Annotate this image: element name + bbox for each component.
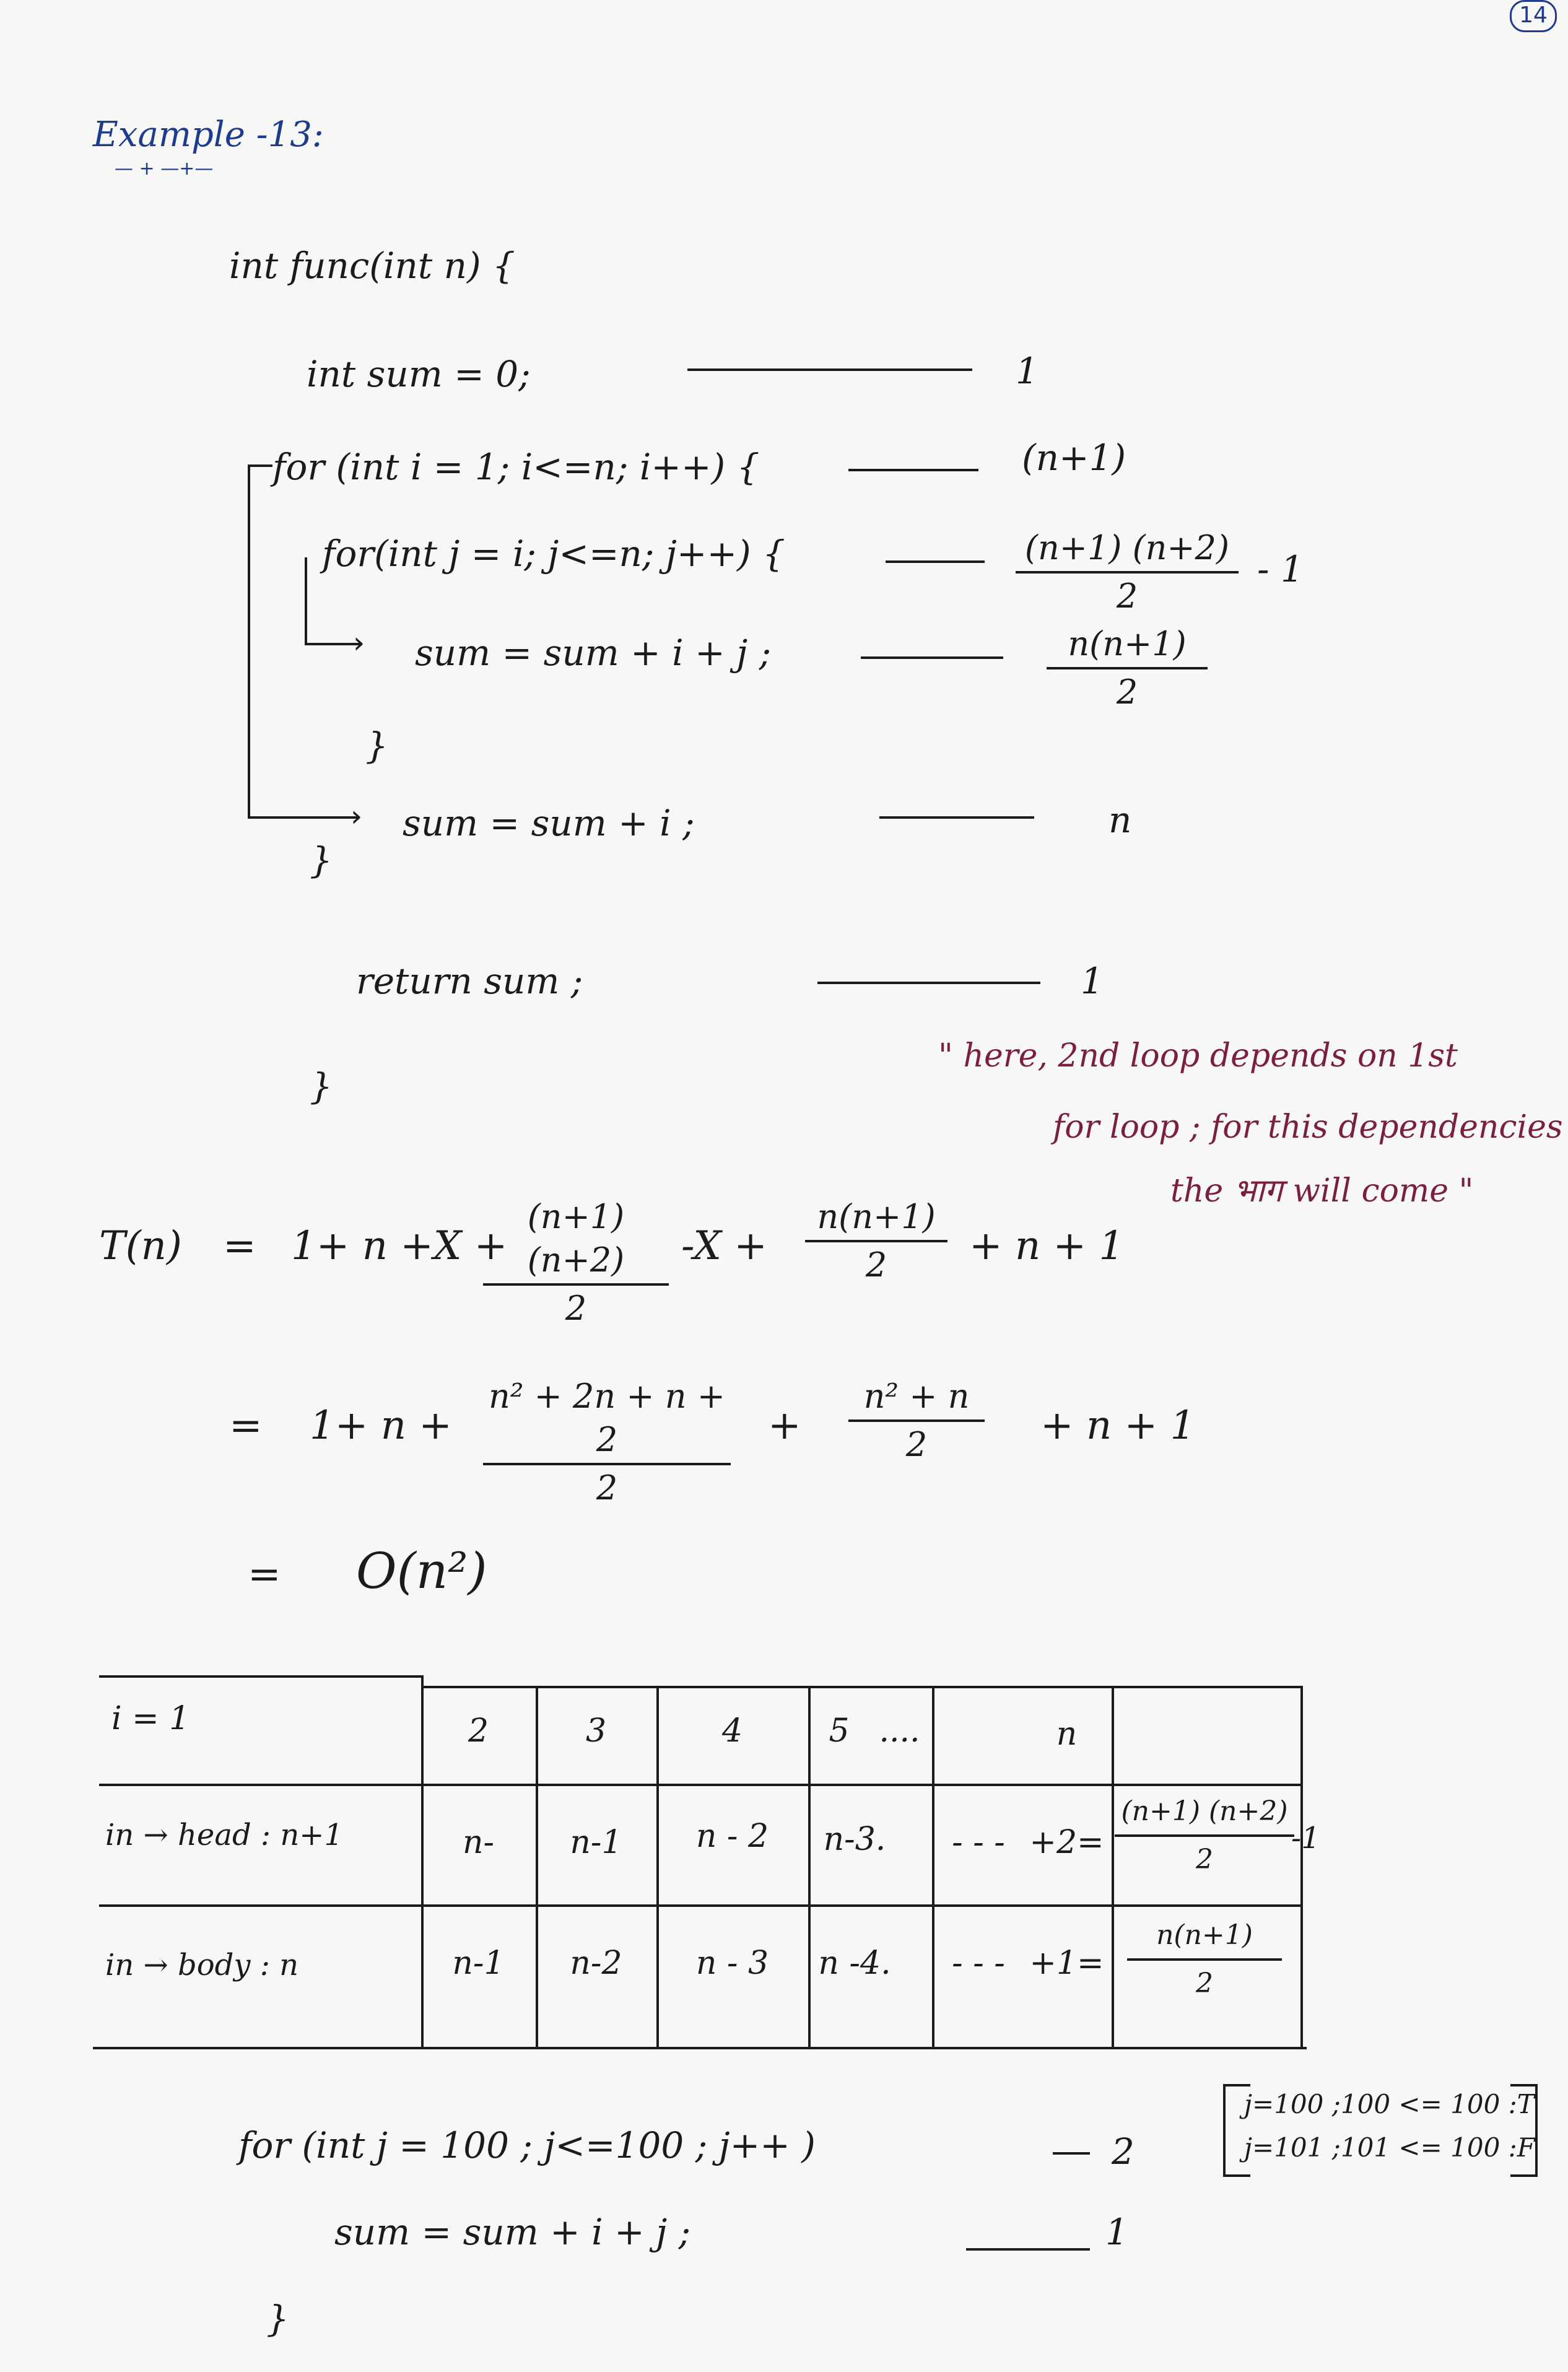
inner-loop-arrow [305,643,360,645]
equation-line2-fraction-2-num: n² + n [863,1377,970,1416]
table-bottom-border [93,2047,1307,2049]
equation-equals-3: = [248,1551,281,1597]
table-head-sum [1115,1790,1294,1881]
outer-loop-close-brace: } [310,839,333,881]
return-cost: 1 [1081,960,1104,1002]
outer-loop-bracket-top [248,464,272,467]
outer-loop-arrow [248,816,359,819]
decl-leader-line [687,368,972,371]
table-cell: +2= [1029,1824,1104,1861]
constant-body-leader-line [966,2248,1090,2251]
page-number: 14 [1510,0,1557,32]
table-top-border-right [421,1686,1300,1688]
table-row-divider-1 [99,1784,1300,1786]
equation-fraction-2 [805,1195,947,1287]
equation-line2-fraction-1 [483,1375,731,1510]
table-col-divider-7 [1300,1686,1303,2047]
equation-part-1: 1+ n +X + [291,1223,508,1269]
inner-for-cost-num: (n+1) (n+2) [1024,528,1230,567]
table-cell: n-1 [570,1824,622,1861]
table-cell: n - 2 [695,1818,769,1855]
table-head-sum-den: 2 [1196,1844,1213,1875]
table-cell: n-3. [823,1821,886,1858]
table-cell: n-2 [570,1945,622,1982]
equation-equals-2: = [229,1403,263,1449]
inner-for-loop: for(int j = i; j<=n; j++) { [322,533,786,575]
inner-body-statement: sum = sum + i + j ; [415,632,772,674]
inner-for-cost-suffix: - 1 [1257,548,1304,590]
table-body-sum-den: 2 [1196,1968,1213,1999]
equation-equals-1: = [223,1223,256,1269]
table-cell: 4 [721,1712,743,1750]
inner-body-leader-line [861,656,1003,659]
table-row-label: in → head : n+1 [105,1818,344,1852]
equation-part-2: -X + [681,1223,767,1269]
function-signature: int func(int n) { [229,245,515,287]
example-heading: Example -13: [93,115,324,155]
outer-loop-arrowhead: › [351,799,363,834]
return-statement: return sum ; [356,960,583,1002]
note-line-3: the भाग will come " [1170,1172,1474,1210]
table-head-sum-num: (n+1) (n+2) [1121,1795,1288,1827]
constant-for-loop: for (int j = 100 ; j<=100 ; j++ ) [238,2124,816,2166]
note-line-2: for loop ; for this dependencies [1053,1109,1563,1146]
table-cell: n - 3 [695,1945,769,1982]
table-cell: - - - [952,1824,1005,1861]
table-cell: 3 [585,1712,607,1750]
table-cell: n -4. [818,1945,891,1982]
equation-line2-fraction-1-den: 2 [596,1468,618,1507]
equation-fraction-1-den: 2 [565,1289,587,1328]
constant-loop-close-brace: } [266,2298,289,2340]
function-close-brace: } [310,1065,333,1107]
table-row-divider-2 [99,1904,1300,1907]
return-leader-line [817,982,1040,984]
equation-fraction-1 [483,1195,669,1330]
inner-for-cost [1016,526,1239,618]
table-head-suffix: -1 [1291,1821,1320,1855]
table-cell: n [1056,1716,1078,1753]
constant-loop-trace [1223,2084,1538,2177]
equation-line2-part-1: 1+ n + [310,1403,452,1449]
constant-loop-body: sum = sum + i + j ; [334,2211,691,2253]
decl-statement: int sum = 0; [307,353,531,395]
outer-for-cost: (n+1) [1022,437,1126,479]
equation-line2-fraction-2 [848,1375,985,1467]
outer-for-leader-line [848,469,978,471]
table-cell: +1= [1029,1945,1104,1982]
equation-fraction-2-num: n(n+1) [817,1197,936,1236]
inner-loop-arrowhead: › [353,626,365,660]
constant-body-cost: 1 [1105,2211,1128,2253]
table-body-sum [1127,1914,1282,2005]
equation-part-3: + n + 1 [969,1223,1125,1269]
equation-line2-fraction-1-num: n² + 2n + n + 2 [489,1377,725,1459]
decl-cost: 1 [1016,350,1039,392]
inner-loop-bracket [305,557,307,644]
constant-for-leader-line [1053,2152,1090,2155]
table-cell: 5 [829,1712,850,1750]
table-cell: - - - [952,1945,1005,1982]
inner-for-cost-den: 2 [1116,577,1138,616]
constant-for-cost: 2 [1112,2130,1135,2173]
table-top-border [99,1675,421,1678]
equation-fraction-1-num: (n+1) (n+2) [527,1197,625,1280]
table-row-label: i = 1 [111,1700,190,1737]
inner-body-cost [1047,622,1208,714]
equation-lhs: T(n) [99,1223,182,1269]
inner-body-cost-den: 2 [1116,673,1138,712]
note-line-1: " here, 2nd loop depends on 1st [938,1037,1458,1075]
inner-body-cost-num: n(n+1) [1068,624,1187,663]
heading-underline: — + —+— [115,158,214,180]
table-body-sum-num: n(n+1) [1156,1919,1253,1951]
outer-loop-bracket [248,464,250,818]
constant-loop-trace-false: j=101 ;101 <= 100 :F [1244,2132,1535,2163]
inner-for-leader-line [886,560,985,563]
table-cell: n- [462,1824,495,1861]
equation-line2-part-3: + n + 1 [1040,1403,1196,1449]
table-cell: .... [879,1712,920,1750]
outer-statement-leader-line [879,816,1034,819]
table-cell: 2 [468,1712,489,1750]
table-row-label: in → body : n [105,1948,299,1982]
outer-for-loop: for (int i = 1; i<=n; i++) { [272,446,760,488]
outer-statement-cost: n [1108,799,1132,841]
equation-line2-plus: + [768,1403,801,1449]
outer-statement: sum = sum + i ; [403,802,695,844]
table-cell: n-1 [452,1945,505,1982]
big-o-result: O(n²) [356,1542,487,1600]
constant-loop-trace-true: j=100 ;100 <= 100 :T [1244,2089,1535,2119]
table-col-divider-5 [932,1686,934,2047]
equation-fraction-2-den: 2 [865,1245,887,1284]
inner-loop-close-brace: } [365,725,388,767]
table-col-divider-6 [1112,1686,1114,2047]
equation-line2-fraction-2-den: 2 [905,1425,928,1464]
